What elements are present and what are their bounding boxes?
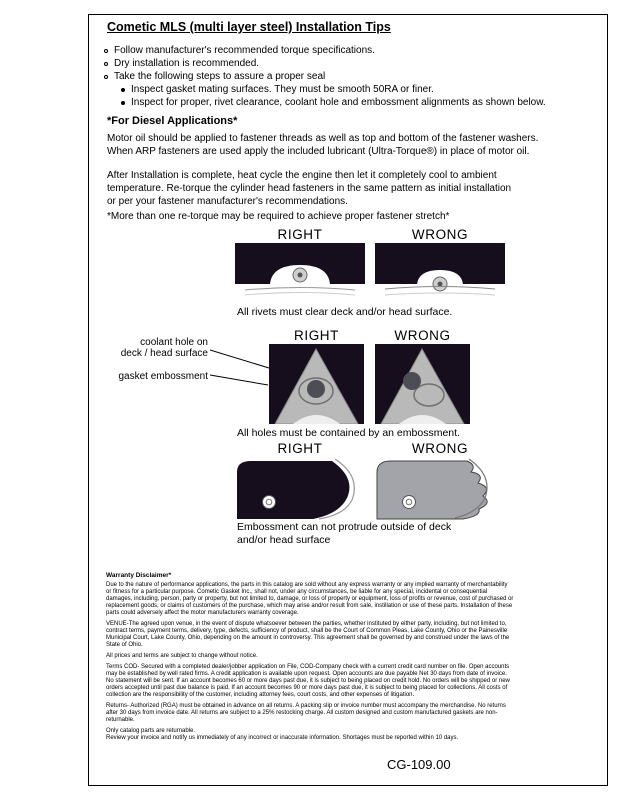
coolant-hole-right-diagram <box>269 344 364 424</box>
list-item <box>104 44 546 57</box>
warranty-disclaimer-section <box>106 572 514 742</box>
list-item <box>121 83 546 96</box>
caption-line: Embossment can not protrude outside of deck <box>237 521 452 533</box>
diesel-applications-heading: *For Diesel Applications* <box>107 115 238 127</box>
rivet-caption: All rivets must clear deck and/or head surface. <box>237 306 453 318</box>
caption-line: and/or head surface <box>237 534 331 546</box>
right-header: RIGHT <box>294 328 339 343</box>
list-item <box>104 70 546 83</box>
warranty-venue-paragraph: VENUE-The agreed upon venue, in the event of dispute whatsoever between the parties, whether instituted by either party, including, but not limited to, contract terms, payment terms, delivery, type, defects, sufficiency of product, shall be the Court of Common Pleas, Lake County, Ohio or the Painesville Municipal Court, Lake County, Ohio, depending on the amount in controversy. This agreement shall be governed by and construed under the laws of the State of Ohio. <box>106 621 510 648</box>
warranty-heading: Warranty Disclaimer* <box>106 572 172 579</box>
list-item <box>121 96 546 109</box>
list-item <box>104 57 546 70</box>
tip-text: Inspect gasket mating surfaces. They must be smooth 50RA or finer. <box>131 84 434 95</box>
open-bullet-icon <box>104 75 108 79</box>
tip-text: Dry installation is recommended. <box>114 58 260 69</box>
page-title: Cometic MLS (multi layer steel) Installation Tips <box>107 20 391 34</box>
embossment-right-diagram <box>235 456 365 520</box>
tips-list <box>104 44 546 109</box>
retorque-note: *More than one re-torque may be required to achieve proper fastener stretch* <box>107 211 450 222</box>
right-header: RIGHT <box>277 227 323 242</box>
diesel-paragraph-1 <box>107 132 538 158</box>
filled-bullet-icon <box>121 88 125 92</box>
paragraph-line: Motor oil should be applied to fastener threads as well as top and bottom of the fastener washers. <box>107 133 539 144</box>
label-line: deck / head surface <box>120 348 208 359</box>
warranty-terms-paragraph: Terms COD- Secured with a completed dealer/jobber application on File, COD-Company check with a current credit card number on file. Open accounts may be established by well rated firms. A credit application is available upon request. Open accounts are due payable Net 30 days from date of invoice. No statement will be sent. If an account becomes 60 or more days past due, it is subject to being placed on credit hold. No orders will be shipped or new orders accepted until past due balance is paid. If an account becomes 90 or more days past due, it is subject to being placed for collections. All costs of collection are the responsibility of the customer, including attorney fees, court costs, and other expenses of litigation. <box>106 664 510 698</box>
tip-text: Follow manufacturer's recommended torque specifications. <box>114 45 375 56</box>
catalog-page-code: CG-109.00 <box>387 757 451 772</box>
warranty-returns-paragraph: Returns- Authorized (RGA) must be obtained in advance on all returns. A packing slip or invoice number must accompany the merchandise. No returns after 30 days from invoice date. All returns are subject to a 25% restocking charge. All custom designed and custom manufactured gaskets are non-returnable. <box>106 703 506 723</box>
rivet-right-diagram <box>235 243 365 301</box>
label-line: coolant hole on <box>140 337 208 348</box>
warranty-liability-paragraph: Due to the nature of performance applications, the parts in this catalog are sold without any express warranty or any implied warranty of merchantability or fitness for a particular purpose. Cometic Gasket Inc., shall not, under any circumstances, be liable for any special, incidental or consequential damages, including, person, party or property, but not limited to, damage, or loss of property or equipment, loss of profits or revenue, cost of purchased or replacement goods, or claims of customers of the purchase, which may arise and/or result from sale, instillation or use of these parts. Installation of these parts could adversely affect the motor manufacturers warranty coverage. <box>106 582 514 616</box>
coolant-hole-label <box>116 337 208 359</box>
label-pointer-lines <box>210 342 272 390</box>
filled-bullet-icon <box>121 101 125 105</box>
tip-text: Take the following steps to assure a proper seal <box>114 71 326 82</box>
diesel-paragraph-2 <box>107 169 511 208</box>
paragraph-line: When ARP fasteners are used apply the included lubricant (Ultra-Torque®) in place of motor oil. <box>107 146 530 157</box>
embossment-caption <box>237 521 451 547</box>
paragraph-line: or per your fastener manufacturer's recommendations. <box>107 196 348 207</box>
warranty-returnable-line: Only catalog parts are returnable. <box>106 728 196 734</box>
warranty-review-line: Review your invoice and notify us immediately of any incorrect or inaccurate information. Shortages must be reported within 10 days. <box>106 735 459 741</box>
embossment-wrong-diagram <box>375 456 505 520</box>
gasket-embossment-label: gasket embossment <box>118 371 208 382</box>
coolant-hole-wrong-diagram <box>375 344 470 424</box>
open-bullet-icon <box>104 62 108 66</box>
tip-text: Inspect for proper, rivet clearance, coolant hole and embossment alignments as shown below. <box>131 97 546 108</box>
holes-caption: All holes must be contained by an embossment. <box>237 427 460 439</box>
paragraph-line: temperature. Re-torque the cylinder head fasteners in the same pattern as initial installation <box>107 183 512 194</box>
wrong-header: WRONG <box>411 227 469 242</box>
right-header: RIGHT <box>277 441 323 456</box>
open-bullet-icon <box>104 49 108 53</box>
warranty-prices-line: All prices and terms are subject to change without notice. <box>106 653 258 659</box>
wrong-header: WRONG <box>394 328 451 343</box>
wrong-header: WRONG <box>411 441 469 456</box>
rivet-wrong-diagram <box>375 243 505 301</box>
paragraph-line: After Installation is complete, heat cycle the engine then let it completely cool to ambient <box>107 170 497 181</box>
